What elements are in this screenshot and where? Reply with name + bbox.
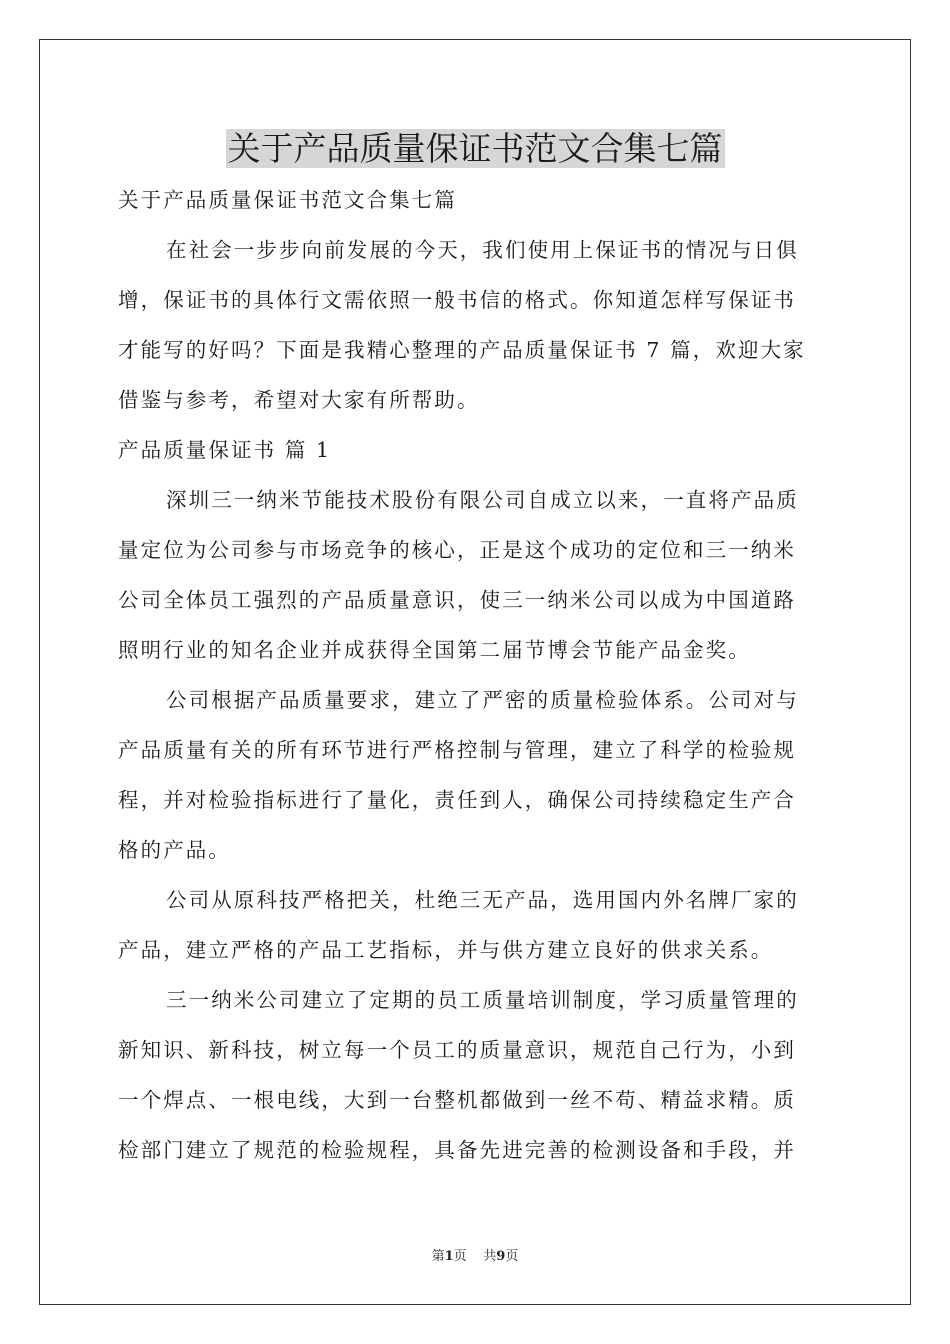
paragraph-line: 新知识、新科技，树立每一个员工的质量意识，规范自己行为，小到 xyxy=(118,1038,796,1062)
paragraph-line: 公司全体员工强烈的产品质量意识，使三一纳米公司以成为中国道路 xyxy=(118,588,796,612)
paragraph-line: 格的产品。 xyxy=(118,838,231,862)
paragraph-line: 检部门建立了规范的检验规程，具备先进完善的检测设备和手段，并 xyxy=(118,1138,796,1162)
paragraph-line: 量定位为公司参与市场竞争的核心，正是这个成功的定位和三一纳米 xyxy=(118,538,796,562)
total-prefix: 共 xyxy=(483,1249,497,1264)
intro-line: 才能写的好吗？下面是我精心整理的产品质量保证书 7 篇，欢迎大家 xyxy=(118,338,806,362)
total-suffix: 页 xyxy=(505,1249,519,1264)
intro-line: 增，保证书的具体行文需依照一般书信的格式。你知道怎样写保证书 xyxy=(118,288,796,312)
page-number: 1 xyxy=(444,1249,454,1264)
paragraph-line: 程，并对检验指标进行了量化，责任到人，确保公司持续稳定生产合 xyxy=(118,788,796,812)
page-suffix: 页 xyxy=(453,1249,467,1264)
paragraph-line: 照明行业的知名企业并成获得全国第二届节博会节能产品金奖。 xyxy=(118,638,751,662)
paragraph-line: 三一纳米公司建立了定期的员工质量培训制度，学习质量管理的 xyxy=(166,988,799,1012)
document-title xyxy=(0,126,950,172)
page-prefix: 第 xyxy=(431,1249,445,1264)
intro-line: 借鉴与参考，希望对大家有所帮助。 xyxy=(118,388,480,412)
page-border xyxy=(39,39,911,1305)
document-subtitle: 关于产品质量保证书范文合集七篇 xyxy=(118,188,457,212)
page-footer xyxy=(0,1248,950,1266)
section-heading: 产品质量保证书 篇 1 xyxy=(118,438,332,462)
document-title-text: 关于产品质量保证书范文合集七篇 xyxy=(227,129,723,168)
paragraph-line: 产品质量有关的所有环节进行严格控制与管理，建立了科学的检验规 xyxy=(118,738,796,762)
total-pages: 9 xyxy=(496,1249,506,1264)
paragraph-line: 公司从原科技严格把关，杜绝三无产品，选用国内外名牌厂家的 xyxy=(166,888,799,912)
paragraph-line: 公司根据产品质量要求，建立了严密的质量检验体系。公司对与 xyxy=(166,688,799,712)
paragraph-line: 一个焊点、一根电线，大到一台整机都做到一丝不苟、精益求精。质 xyxy=(118,1088,796,1112)
paragraph-line: 深圳三一纳米节能技术股份有限公司自成立以来，一直将产品质 xyxy=(166,488,799,512)
intro-line: 在社会一步步向前发展的今天，我们使用上保证书的情况与日俱 xyxy=(166,238,799,262)
paragraph-line: 产品，建立严格的产品工艺指标，并与供方建立良好的供求关系。 xyxy=(118,938,774,962)
